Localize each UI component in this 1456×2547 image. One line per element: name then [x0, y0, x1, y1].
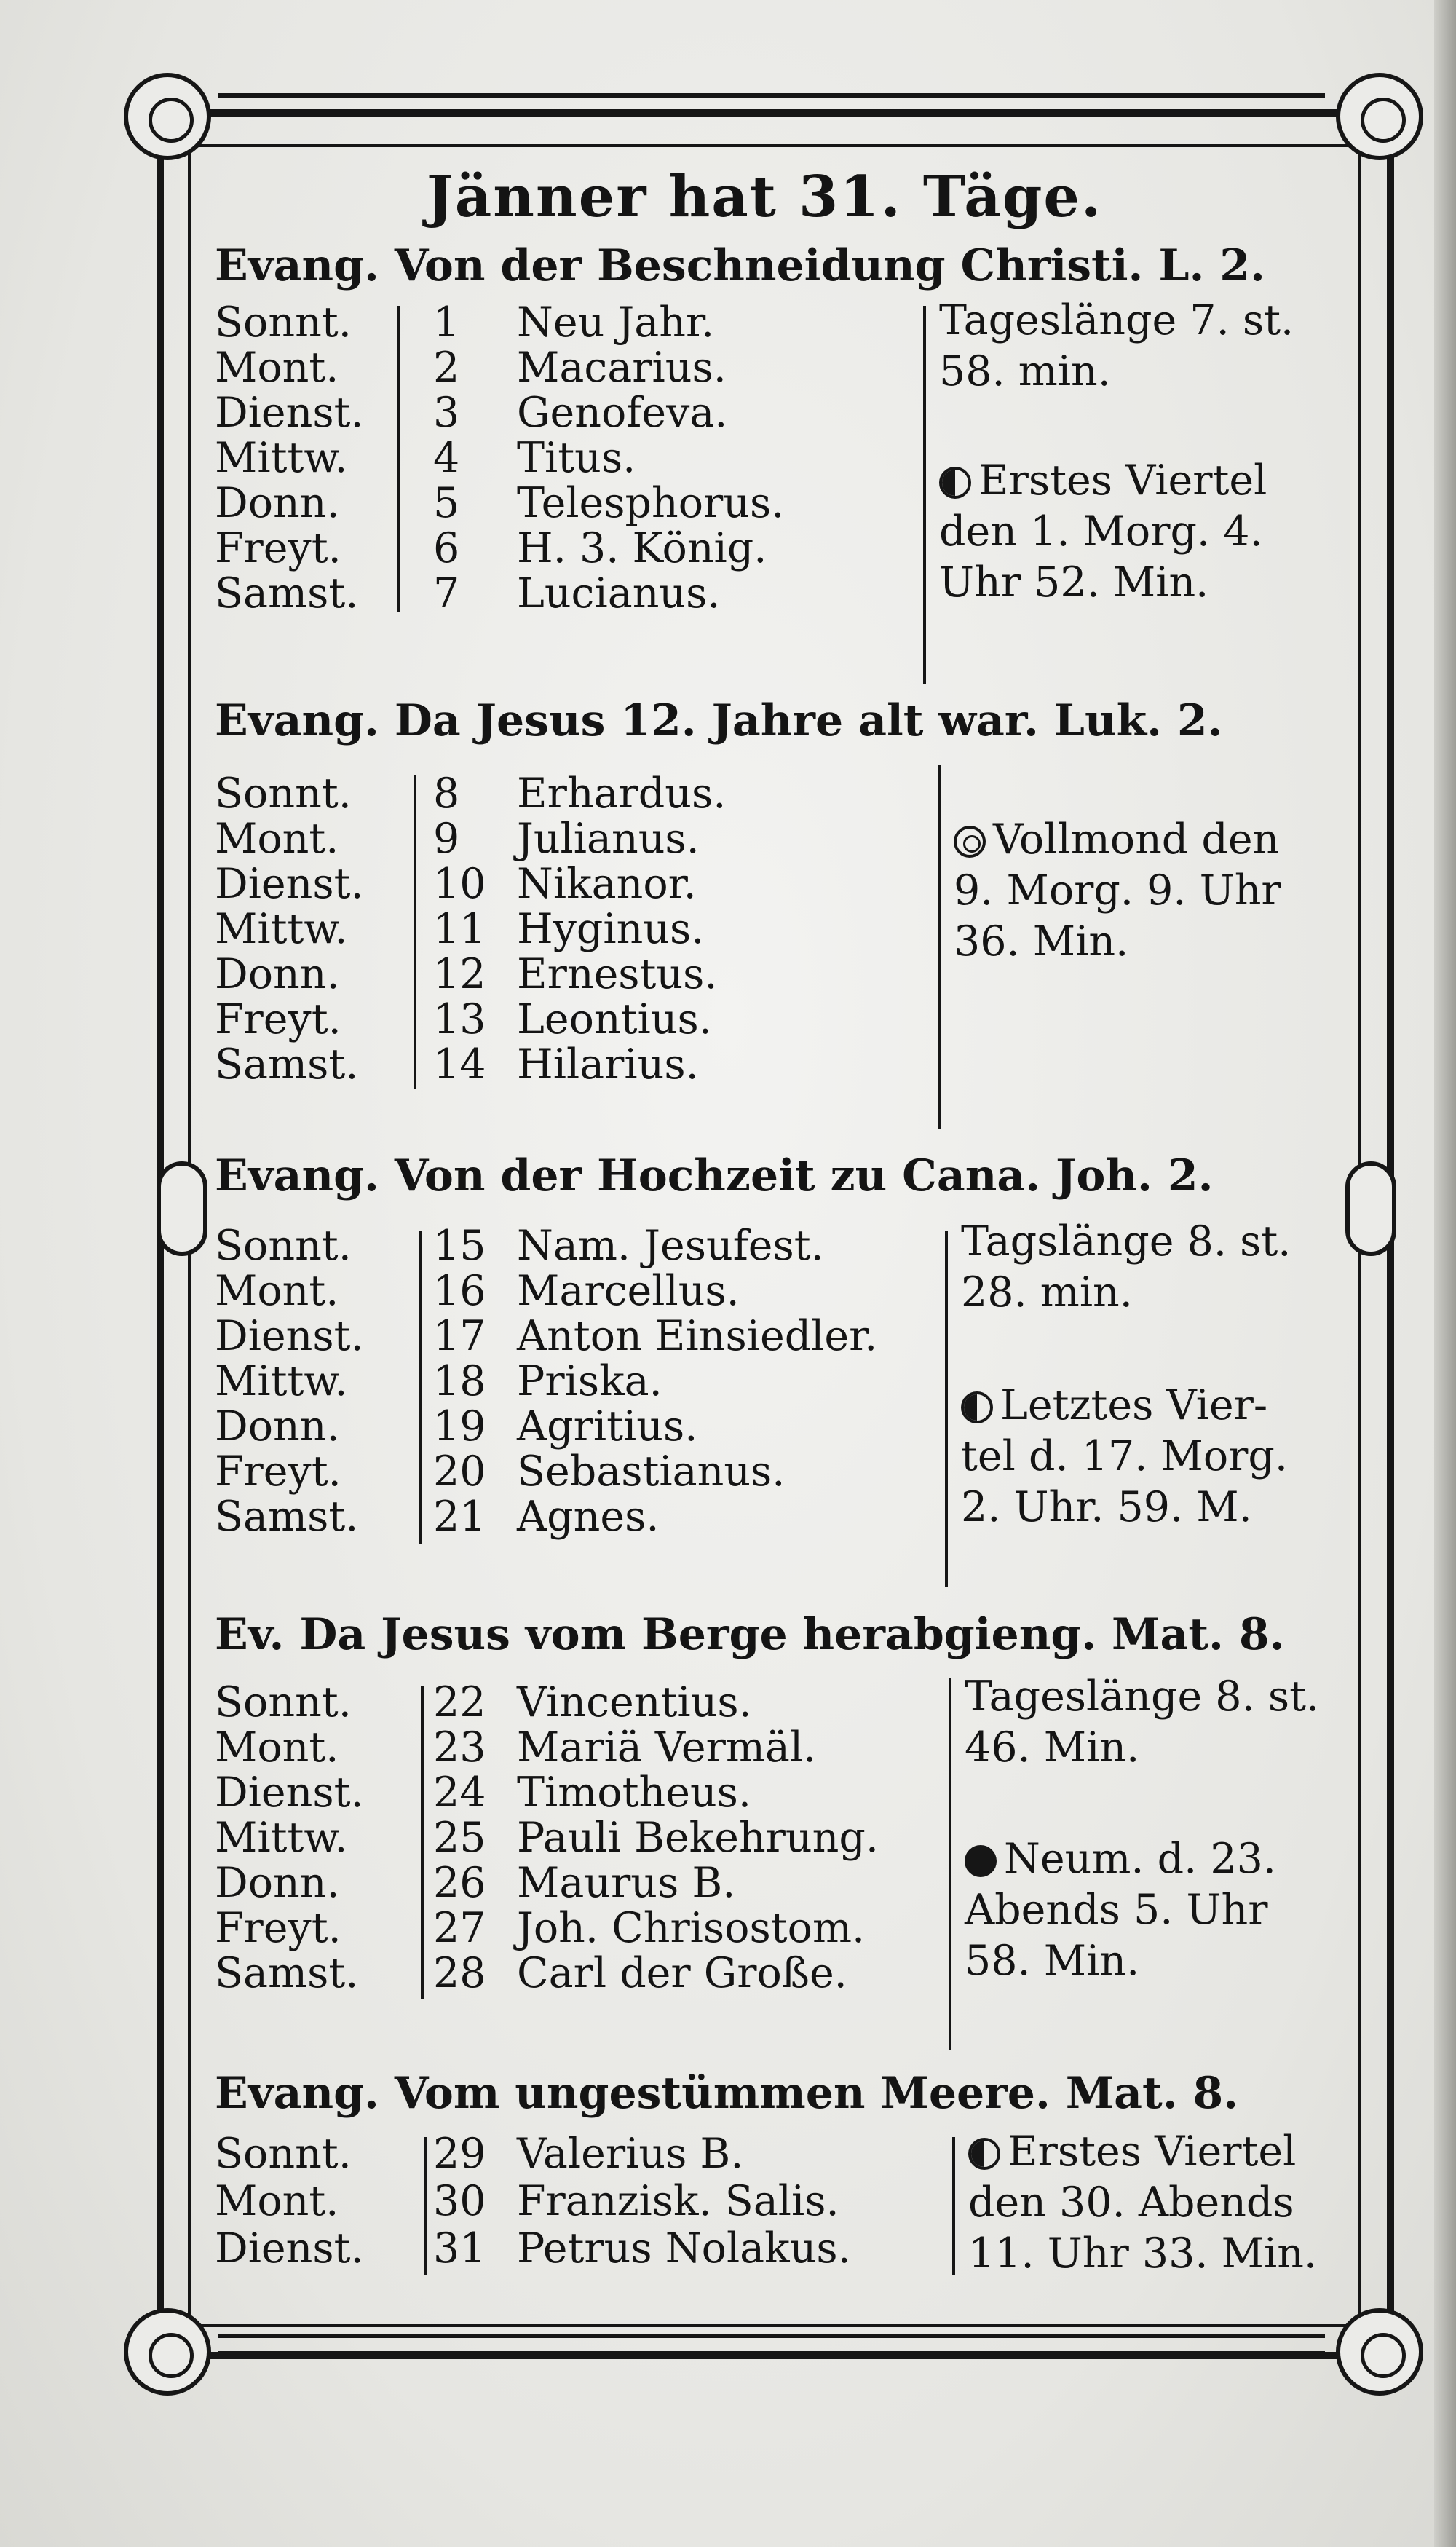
column-rule — [414, 775, 416, 1089]
saint-name: Priska. — [517, 1357, 662, 1405]
day-number: 18 — [433, 1357, 486, 1405]
day-number: 7 — [433, 569, 460, 617]
saint-name: Lucianus. — [517, 569, 721, 617]
saint-name: Ernestus. — [517, 950, 718, 998]
weekday: Mont. — [215, 2177, 339, 2225]
corner-ornament-bottom-left — [124, 2308, 211, 2396]
note-line: Neum. d. 23. — [1004, 1835, 1276, 1883]
weekday: Mont. — [215, 815, 339, 863]
day-number: 9 — [433, 815, 460, 863]
day-number: 30 — [433, 2177, 486, 2225]
day-number: 4 — [433, 434, 460, 482]
bottom-flourish — [218, 2334, 1325, 2356]
weekday: Donn. — [215, 950, 340, 998]
saint-name: Nam. Jesufest. — [517, 1222, 824, 1270]
saint-name: Pauli Bekehrung. — [517, 1814, 879, 1862]
note-line: Tageslänge 8. st. — [965, 1673, 1320, 1721]
weekday: Samst. — [215, 1040, 359, 1089]
gospel-heading: Evang. Vom ungestümmen Meere. Mat. 8. — [215, 2068, 1239, 2119]
corner-ornament-top-right — [1336, 73, 1423, 160]
day-number: 28 — [433, 1949, 486, 1997]
note-line: Tageslänge 7. st. — [939, 296, 1294, 344]
note-line: 28. min. — [961, 1268, 1133, 1316]
day-number: 20 — [433, 1448, 486, 1496]
note-line: 46. Min. — [965, 1723, 1140, 1772]
note-line: 58. min. — [939, 347, 1111, 395]
weekday: Samst. — [215, 569, 359, 617]
moon-phase-note — [954, 814, 1281, 967]
gospel-heading: Evang. Von der Hochzeit zu Cana. Joh. 2. — [215, 1150, 1214, 1201]
saint-name: Joh. Chrisostom. — [517, 1904, 866, 1952]
day-number: 27 — [433, 1904, 486, 1952]
day-number: 25 — [433, 1814, 486, 1862]
weekday: Dienst. — [215, 1312, 364, 1360]
saint-name: Julianus. — [517, 815, 700, 863]
weekday: Sonnt. — [215, 299, 352, 347]
gospel-heading: Evang. Von der Beschneidung Christi. L. 2. — [215, 240, 1265, 291]
corner-ornament-bottom-right — [1336, 2308, 1423, 2396]
note-line: Vollmond den — [993, 816, 1280, 864]
weekday: Samst. — [215, 1493, 359, 1541]
saint-name: Neu Jahr. — [517, 299, 715, 347]
weekday: Mont. — [215, 1723, 339, 1772]
column-rule — [945, 1231, 948, 1587]
weekday: Samst. — [215, 1949, 359, 1997]
column-rule — [923, 306, 926, 684]
saint-name: Genofeva. — [517, 389, 728, 437]
saint-name: Carl der Große. — [517, 1949, 847, 1997]
note-line: Uhr 52. Min. — [939, 558, 1209, 607]
new-moon-icon — [965, 1845, 997, 1877]
day-number: 24 — [433, 1769, 486, 1817]
saint-name: Leontius. — [517, 995, 712, 1043]
saint-name: Telesphorus. — [517, 479, 785, 527]
note-line: 9. Morg. 9. Uhr — [954, 866, 1281, 915]
page-gutter — [1434, 0, 1456, 2547]
weekday: Donn. — [215, 1402, 340, 1450]
note-line: tel d. 17. Morg. — [961, 1432, 1289, 1480]
day-number: 3 — [433, 389, 460, 437]
saint-name: Marcellus. — [517, 1267, 740, 1315]
saint-name: Hyginus. — [517, 905, 705, 953]
saint-name: Agnes. — [517, 1493, 660, 1541]
column-rule — [397, 306, 400, 612]
saint-name: Anton Einsiedler. — [517, 1312, 878, 1360]
day-number: 6 — [433, 524, 460, 572]
corner-ornament-top-left — [124, 73, 211, 160]
first-quarter-moon-icon — [939, 467, 971, 499]
saint-name: Agritius. — [517, 1402, 698, 1450]
note-line: 11. Uhr 33. Min. — [968, 2230, 1318, 2278]
day-number: 13 — [433, 995, 486, 1043]
side-ornament-left — [157, 1161, 207, 1256]
weekday: Dienst. — [215, 1769, 364, 1817]
saint-name: Erhardus. — [517, 770, 727, 818]
first-quarter-moon-icon — [968, 2138, 1000, 2170]
column-rule — [949, 1678, 951, 2050]
note-line: Abends 5. Uhr — [965, 1886, 1268, 1934]
day-number: 2 — [433, 344, 460, 392]
note-line: den 30. Abends — [968, 2179, 1294, 2227]
saint-name: Vincentius. — [517, 1678, 752, 1726]
weekday: Freyt. — [215, 995, 341, 1043]
weekday: Mont. — [215, 344, 339, 392]
day-number: 19 — [433, 1402, 486, 1450]
weekday: Sonnt. — [215, 1222, 352, 1270]
day-number: 15 — [433, 1222, 486, 1270]
page-title: Jänner hat 31. Täge. — [426, 164, 1103, 230]
day-number: 8 — [433, 770, 460, 818]
weekday: Sonnt. — [215, 2130, 352, 2178]
gospel-heading: Ev. Da Jesus vom Berge herabgieng. Mat. 8. — [215, 1609, 1285, 1660]
note-line: Tagslänge 8. st. — [961, 1217, 1291, 1265]
last-quarter-moon-icon — [961, 1391, 993, 1423]
column-rule — [419, 1231, 422, 1544]
weekday: Dienst. — [215, 2224, 364, 2272]
saint-name: Maurus B. — [517, 1859, 736, 1907]
weekday: Mont. — [215, 1267, 339, 1315]
weekday: Freyt. — [215, 1904, 341, 1952]
day-length-note — [965, 1671, 1319, 1773]
note-line: 58. Min. — [965, 1937, 1140, 1985]
saint-name: Valerius B. — [517, 2130, 744, 2178]
moon-phase-note — [965, 1833, 1276, 1986]
top-flourish — [218, 93, 1325, 115]
day-number: 26 — [433, 1859, 486, 1907]
column-rule — [952, 2137, 955, 2275]
weekday: Dienst. — [215, 860, 364, 908]
saint-name: Macarius. — [517, 344, 727, 392]
weekday: Sonnt. — [215, 770, 352, 818]
day-number: 11 — [433, 905, 486, 953]
weekday: Mittw. — [215, 1357, 348, 1405]
day-number: 31 — [433, 2224, 486, 2272]
saint-name: Titus. — [517, 434, 636, 482]
saint-name: Petrus Nolakus. — [517, 2224, 851, 2272]
moon-phase-note — [939, 455, 1267, 608]
weekday: Dienst. — [215, 389, 364, 437]
weekday: Sonnt. — [215, 1678, 352, 1726]
day-number: 29 — [433, 2130, 486, 2178]
saint-name: Mariä Vermäl. — [517, 1723, 817, 1772]
day-length-note — [961, 1216, 1291, 1318]
saint-name: Nikanor. — [517, 860, 697, 908]
full-moon-icon — [954, 826, 986, 858]
day-length-note — [939, 295, 1294, 397]
saint-name: Franzisk. Salis. — [517, 2177, 839, 2225]
saint-name: Hilarius. — [517, 1040, 699, 1089]
day-number: 23 — [433, 1723, 486, 1772]
weekday: Mittw. — [215, 434, 348, 482]
gospel-heading: Evang. Da Jesus 12. Jahre alt war. Luk. 2. — [215, 695, 1223, 746]
day-number: 12 — [433, 950, 486, 998]
weekday: Freyt. — [215, 1448, 341, 1496]
day-number: 10 — [433, 860, 486, 908]
day-number: 5 — [433, 479, 460, 527]
note-line: Erstes Viertel — [1008, 2128, 1297, 2176]
note-line: Letztes Vier- — [1000, 1381, 1268, 1429]
day-number: 16 — [433, 1267, 486, 1315]
saint-name: Timotheus. — [517, 1769, 752, 1817]
day-number: 21 — [433, 1493, 486, 1541]
column-rule — [421, 1686, 424, 1999]
side-ornament-right — [1345, 1161, 1396, 1256]
day-number: 14 — [433, 1040, 486, 1089]
note-line: den 1. Morg. 4. — [939, 508, 1263, 556]
weekday: Donn. — [215, 479, 340, 527]
saint-name: Sebastianus. — [517, 1448, 786, 1496]
day-number: 1 — [433, 299, 460, 347]
moon-phase-note — [961, 1380, 1288, 1533]
weekday: Donn. — [215, 1859, 340, 1907]
day-number: 17 — [433, 1312, 486, 1360]
column-rule — [938, 765, 941, 1129]
column-rule — [424, 2137, 427, 2275]
day-number: 22 — [433, 1678, 486, 1726]
note-line: 36. Min. — [954, 917, 1129, 966]
moon-phase-note — [968, 2126, 1317, 2279]
weekday: Mittw. — [215, 1814, 348, 1862]
note-line: Erstes Viertel — [978, 457, 1267, 505]
saint-name: H. 3. König. — [517, 524, 767, 572]
weekday: Mittw. — [215, 905, 348, 953]
weekday: Freyt. — [215, 524, 341, 572]
note-line: 2. Uhr. 59. M. — [961, 1483, 1252, 1531]
